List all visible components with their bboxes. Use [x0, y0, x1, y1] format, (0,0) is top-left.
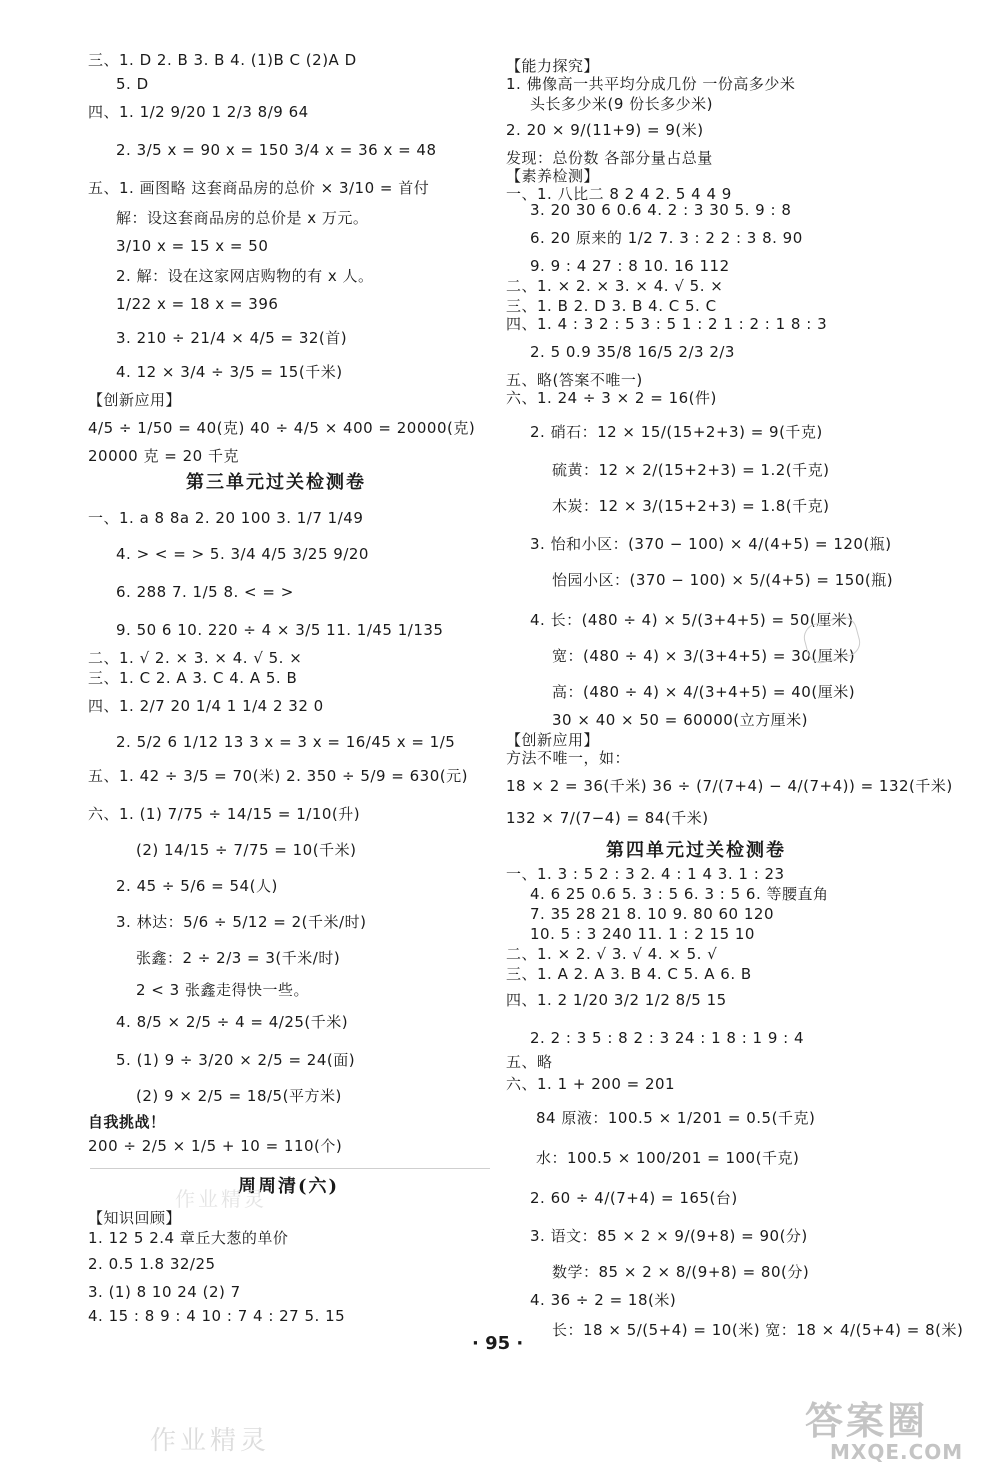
answer-line: 4. 6 25 0.6 5. 3 : 5 6. 3 : 5 6. 等腰直角	[530, 885, 829, 903]
answer-line: 10. 5 : 3 240 11. 1 : 2 15 10	[530, 925, 755, 943]
answer-line: 三、1. B 2. D 3. B 4. C 5. C	[506, 297, 717, 315]
answer-line: 2. 2 : 3 5 : 8 2 : 3 24 : 1 8 : 1 9 : 4	[530, 1029, 805, 1047]
answer-line: 解：设这套商品房的总价是 x 万元。	[116, 209, 369, 227]
answer-line: 三、1. A 2. A 3. B 4. C 5. A 6. B	[506, 965, 752, 983]
answer-line: 5. (1) 9 ÷ 3/20 × 2/5 = 24(面)	[116, 1051, 356, 1069]
answer-line: 五、略(答案不唯一)	[506, 371, 643, 389]
answer-line: 二、1. × 2. × 3. × 4. √ 5. ×	[506, 277, 724, 295]
answer-line: 3. (1) 8 10 24 (2) 7	[88, 1283, 241, 1301]
answer-line: 三、1. C 2. A 3. C 4. A 5. B	[88, 669, 298, 687]
answer-line: 4. 12 × 3/4 ÷ 3/5 = 15(千米)	[116, 363, 343, 381]
answer-line: 20000 克 = 20 千克	[88, 447, 239, 465]
section-heading: 【创新应用】	[506, 731, 600, 749]
answer-line: 2. 45 ÷ 5/6 = 54(人)	[116, 877, 278, 895]
answer-line: 四、1. 1/2 9/20 1 2/3 8/9 64	[88, 103, 309, 121]
answer-line: 木炭：12 × 3/(15+2+3) = 1.8(千克)	[552, 497, 830, 515]
answer-line: 五、1. 画图略 这套商品房的总价 × 3/10 = 首付	[88, 179, 430, 197]
answer-line: 3. 怡和小区：(370 − 100) × 4/(4+5) = 120(瓶)	[530, 535, 892, 553]
watermark-text-mid: 作业精灵	[175, 1187, 267, 1211]
answer-line: 2. 60 ÷ 4/(7+4) = 165(台)	[530, 1189, 738, 1207]
answer-line: 4. > < = > 5. 3/4 4/5 3/25 9/20	[116, 545, 369, 563]
answer-line: 2. 硝石：12 × 15/(15+2+3) = 9(千克)	[530, 423, 823, 441]
answer-line: (2) 14/15 ÷ 7/75 = 10(千米)	[136, 841, 357, 859]
answer-line: 200 ÷ 2/5 × 1/5 + 10 = 110(个)	[88, 1137, 343, 1155]
unit4-title: 第四单元过关检测卷	[606, 840, 786, 861]
answer-line: 4/5 ÷ 1/50 = 40(克) 40 ÷ 4/5 × 400 = 20000(克)	[88, 419, 476, 437]
answer-line: 高：(480 ÷ 4) × 4/(3+4+5) = 40(厘米)	[552, 683, 856, 701]
answer-line: 3. 210 ÷ 21/4 × 4/5 = 32(首)	[116, 329, 348, 347]
answer-line: 4. 15 : 8 9 : 4 10 : 7 4 : 27 5. 15	[88, 1307, 346, 1325]
answer-line: 四、1. 2/7 20 1/4 1 1/4 2 32 0	[88, 697, 324, 715]
answer-line: 二、1. √ 2. × 3. × 4. √ 5. ×	[88, 649, 303, 667]
answer-line: 2. 解：设在这家网店购物的有 x 人。	[116, 267, 374, 285]
watermark-url: MXQE.COM	[830, 1440, 964, 1464]
answer-line: 一、1. 八比二 8 2 4 2. 5 4 4 9	[506, 185, 732, 203]
answer-line: (2) 9 × 2/5 = 18/5(平方米)	[136, 1087, 342, 1105]
answer-line: 方法不唯一，如：	[506, 749, 631, 767]
page-number: · 95 ·	[472, 1333, 524, 1354]
answer-line: 六、1. 24 ÷ 3 × 2 = 16(件)	[506, 389, 717, 407]
answer-line: 1. 佛像高一共平均分成几份 一份高多少米	[506, 75, 796, 93]
answer-line: 7. 35 28 21 8. 10 9. 80 60 120	[530, 905, 774, 923]
answer-line: 132 × 7/(7−4) = 84(千米)	[506, 809, 709, 827]
watermark-text-bottom: 作业精灵	[150, 1426, 271, 1456]
section-heading: 【创新应用】	[88, 391, 182, 409]
answer-line: 水：100.5 × 100/201 = 100(千克)	[536, 1149, 800, 1167]
answer-line: 4. 长：(480 ÷ 4) × 5/(3+4+5) = 50(厘米)	[530, 611, 854, 629]
section-heading: 【素养检测】	[506, 167, 600, 185]
answer-line: 6. 20 原来的 1/2 7. 3 : 2 2 : 3 8. 90	[530, 229, 803, 247]
answer-line: 二、1. × 2. √ 3. √ 4. × 5. √	[506, 945, 718, 963]
answer-line: 2 < 3 张鑫走得快一些。	[136, 981, 309, 999]
answer-line: 五、1. 42 ÷ 3/5 = 70(米) 2. 350 ÷ 5/9 = 630(元)	[88, 767, 468, 785]
answer-line: 2. 20 × 9/(11+9) = 9(米)	[506, 121, 704, 139]
answer-line: 1. 12 5 2.4 章丘大葱的单价	[88, 1229, 289, 1247]
answer-line: 三、1. D 2. B 3. B 4. (1)B C (2)A D	[88, 51, 357, 69]
section-divider	[90, 1168, 490, 1169]
answer-line: 2. 0.5 1.8 32/25	[88, 1255, 216, 1273]
answer-line: 2. 5 0.9 35/8 16/5 2/3 2/3	[530, 343, 735, 361]
answer-line: 数学：85 × 2 × 8/(9+8) = 80(分)	[552, 1263, 810, 1281]
section-heading: 自我挑战！	[88, 1113, 166, 1131]
answer-line: 硫黄：12 × 2/(15+2+3) = 1.2(千克)	[552, 461, 830, 479]
weekly-title: 周周清(六)	[238, 1176, 340, 1197]
answer-line: 84 原液：100.5 × 1/201 = 0.5(千克)	[536, 1109, 816, 1127]
answer-line: 2. 5/2 6 1/12 13 3 x = 3 x = 16/45 x = 1/5	[116, 733, 456, 751]
answer-line: 3. 20 30 6 0.6 4. 2 : 3 30 5. 9 : 8	[530, 201, 792, 219]
section-heading: 【能力探究】	[506, 57, 600, 75]
answer-line: 四、1. 2 1/20 3/2 1/2 8/5 15	[506, 991, 727, 1009]
unit3-title: 第三单元过关检测卷	[186, 472, 366, 493]
answer-line: 张鑫：2 ÷ 2/3 = 3(千米/时)	[136, 949, 341, 967]
answer-line: 4. 8/5 × 2/5 ÷ 4 = 4/25(千米)	[116, 1013, 349, 1031]
answer-line: 4. 36 ÷ 2 = 18(米)	[530, 1291, 677, 1309]
answer-line: 一、1. a 8 8a 2. 20 100 3. 1/7 1/49	[88, 509, 364, 527]
answer-line: 18 × 2 = 36(千米) 36 ÷ (7/(7+4) − 4/(7+4)) = 132(千米)	[506, 777, 953, 795]
answer-line: 一、1. 3 : 5 2 : 3 2. 4 : 1 4 3. 1 : 23	[506, 865, 785, 883]
answer-line: 怡园小区：(370 − 100) × 5/(4+5) = 150(瓶)	[552, 571, 894, 589]
answer-line: 1/22 x = 18 x = 396	[116, 295, 279, 313]
answer-line: 30 × 40 × 50 = 60000(立方厘米)	[552, 711, 808, 729]
answer-line: 3/10 x = 15 x = 50	[116, 237, 269, 255]
section-heading: 【知识回顾】	[88, 1209, 182, 1227]
answer-line: 9. 9 : 4 27 : 8 10. 16 112	[530, 257, 730, 275]
answer-line: 长：18 × 5/(5+4) = 10(米) 宽：18 × 4/(5+4) = 8(米)	[552, 1321, 964, 1339]
answer-line: 5. D	[116, 75, 149, 93]
answer-line: 3. 语文：85 × 2 × 9/(9+8) = 90(分)	[530, 1227, 808, 1245]
answer-line: 五、略	[506, 1053, 553, 1071]
answer-line: 发现：总份数 各部分量占总量	[506, 149, 713, 167]
answer-line: 9. 50 6 10. 220 ÷ 4 × 3/5 11. 1/45 1/135	[116, 621, 444, 639]
answer-line: 3. 林达：5/6 ÷ 5/12 = 2(千米/时)	[116, 913, 367, 931]
answer-line: 6. 288 7. 1/5 8. < = >	[116, 583, 294, 601]
answer-line: 六、1. 1 + 200 = 201	[506, 1075, 676, 1093]
watermark-logo: 答案圈	[805, 1399, 929, 1443]
answer-line: 六、1. (1) 7/75 ÷ 14/15 = 1/10(升)	[88, 805, 361, 823]
answer-line: 四、1. 4 : 3 2 : 5 3 : 5 1 : 2 1 : 2 : 1 8 : 3	[506, 315, 828, 333]
answer-line: 宽：(480 ÷ 4) × 3/(3+4+5) = 30(厘米)	[552, 647, 856, 665]
answer-line: 2. 3/5 x = 90 x = 150 3/4 x = 36 x = 48	[116, 141, 437, 159]
answer-line: 头长多少米(9 份长多少米)	[530, 95, 714, 113]
